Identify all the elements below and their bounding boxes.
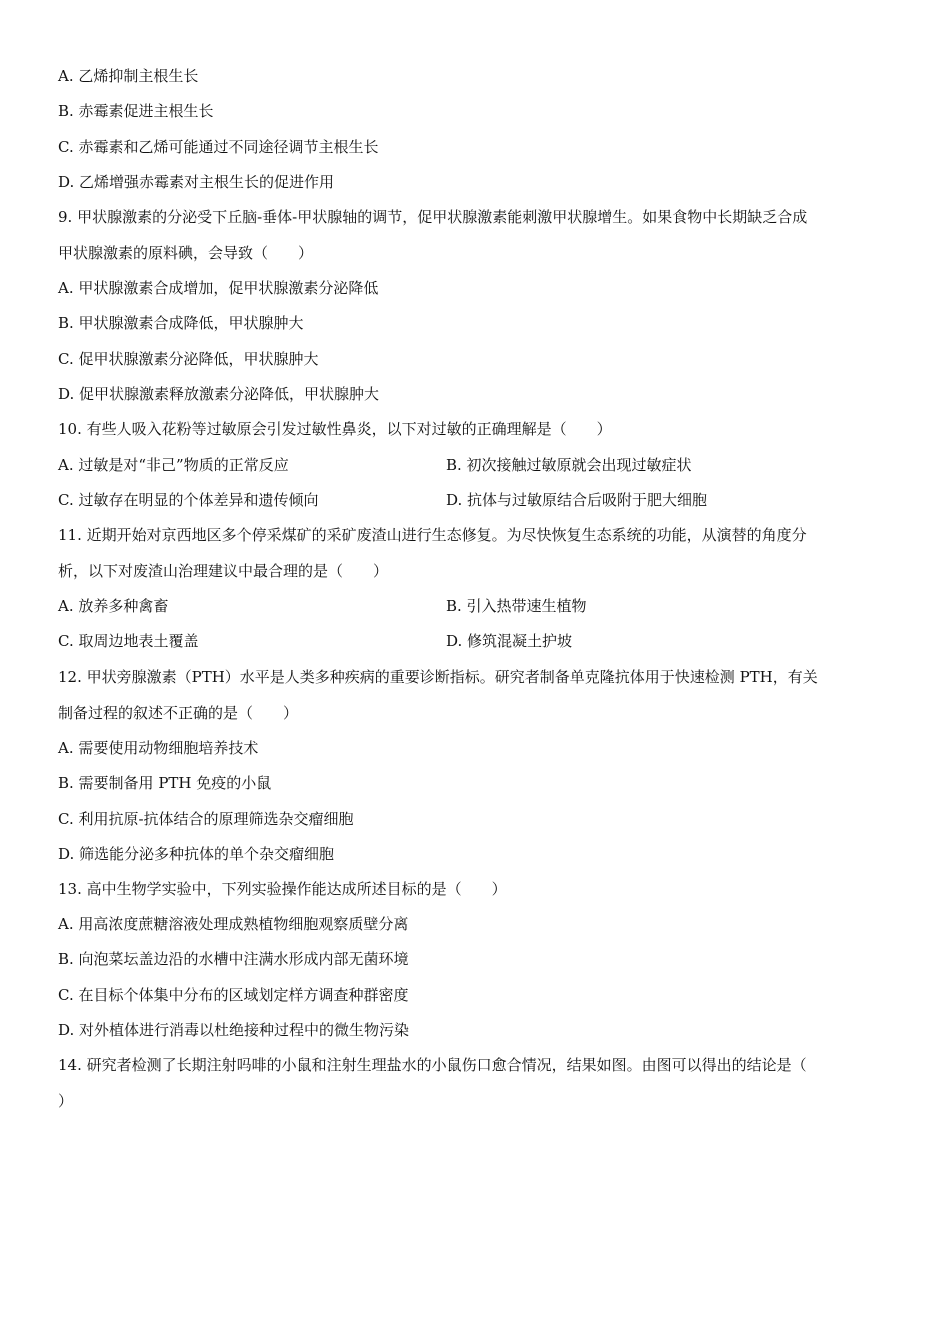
q8-option-c: C. 赤霉素和乙烯可能通过不同途径调节主根生长 (58, 138, 379, 156)
q10-option-b: B. 初次接触过敏原就会出现过敏症状 (446, 456, 692, 474)
q12-option-d: D. 筛选能分泌多种抗体的单个杂交瘤细胞 (58, 845, 335, 863)
q14-stem-line1: 14. 研究者检测了长期注射吗啡的小鼠和注射生理盐水的小鼠伤口愈合情况，结果如图。由图可以得出的结论是（ (58, 1056, 807, 1074)
q9-option-d: D. 促甲状腺激素释放激素分泌降低，甲状腺肿大 (58, 385, 380, 403)
q10-option-d: D. 抗体与过敏原结合后吸附于肥大细胞 (446, 491, 708, 509)
q9-stem-line2: 甲状腺激素的原料碘，会导致（ ） (58, 244, 314, 262)
q12-stem-line1: 12. 甲状旁腺激素（PTH）水平是人类多种疾病的重要诊断指标。研究者制备单克隆抗体用于快速检测 PTH，有关 (58, 668, 818, 686)
q8-option-a: A. 乙烯抑制主根生长 (58, 67, 199, 85)
q13-option-a: A. 用高浓度蔗糖溶液处理成熟植物细胞观察质壁分离 (58, 915, 409, 933)
q9-option-b: B. 甲状腺激素合成降低，甲状腺肿大 (58, 314, 304, 332)
q11-stem-line2: 析，以下对废渣山治理建议中最合理的是（ ） (58, 562, 389, 580)
q8-option-d: D. 乙烯增强赤霉素对主根生长的促进作用 (58, 173, 335, 191)
q9-option-a: A. 甲状腺激素合成增加，促甲状腺激素分泌降低 (58, 279, 379, 297)
q9-stem-line1: 9. 甲状腺激素的分泌受下丘脑-垂体-甲状腺轴的调节，促甲状腺激素能刺激甲状腺增生。如果食物中长期缺乏合成 (58, 208, 808, 226)
q11-option-c: C. 取周边地表土覆盖 (58, 632, 199, 650)
q13-option-c: C. 在目标个体集中分布的区域划定样方调查种群密度 (58, 986, 409, 1004)
q11-option-b: B. 引入热带速生植物 (446, 597, 587, 615)
q12-option-c: C. 利用抗原-抗体结合的原理筛选杂交瘤细胞 (58, 810, 354, 828)
q11-stem-line1: 11. 近期开始对京西地区多个停采煤矿的采矿废渣山进行生态修复。为尽快恢复生态系统的功能，从演替的角度分 (58, 526, 807, 544)
q13-option-d: D. 对外植体进行消毒以杜绝接种过程中的微生物污染 (58, 1021, 410, 1039)
q12-option-a: A. 需要使用动物细胞培养技术 (58, 739, 259, 757)
q14-stem-line2: ） (58, 1092, 74, 1110)
q10-stem-line1: 10. 有些人吸入花粉等过敏原会引发过敏性鼻炎，以下对过敏的正确理解是（ ） (58, 420, 612, 438)
q13-stem-line1: 13. 高中生物学实验中，下列实验操作能达成所述目标的是（ ） (58, 880, 507, 898)
q12-stem-line2: 制备过程的叙述不正确的是（ ） (58, 704, 299, 722)
q9-option-c: C. 促甲状腺激素分泌降低，甲状腺肿大 (58, 350, 319, 368)
q12-option-b: B. 需要制备用 PTH 免疫的小鼠 (58, 774, 272, 792)
q10-option-c: C. 过敏存在明显的个体差异和遗传倾向 (58, 491, 319, 509)
q13-option-b: B. 向泡菜坛盖边沿的水槽中注满水形成内部无菌环境 (58, 950, 409, 968)
q8-option-b: B. 赤霉素促进主根生长 (58, 102, 214, 120)
q11-option-a: A. 放养多种禽畜 (58, 597, 169, 615)
q11-option-d: D. 修筑混凝土护坡 (446, 632, 573, 650)
q10-option-a: A. 过敏是对“非己”物质的正常反应 (58, 456, 289, 474)
